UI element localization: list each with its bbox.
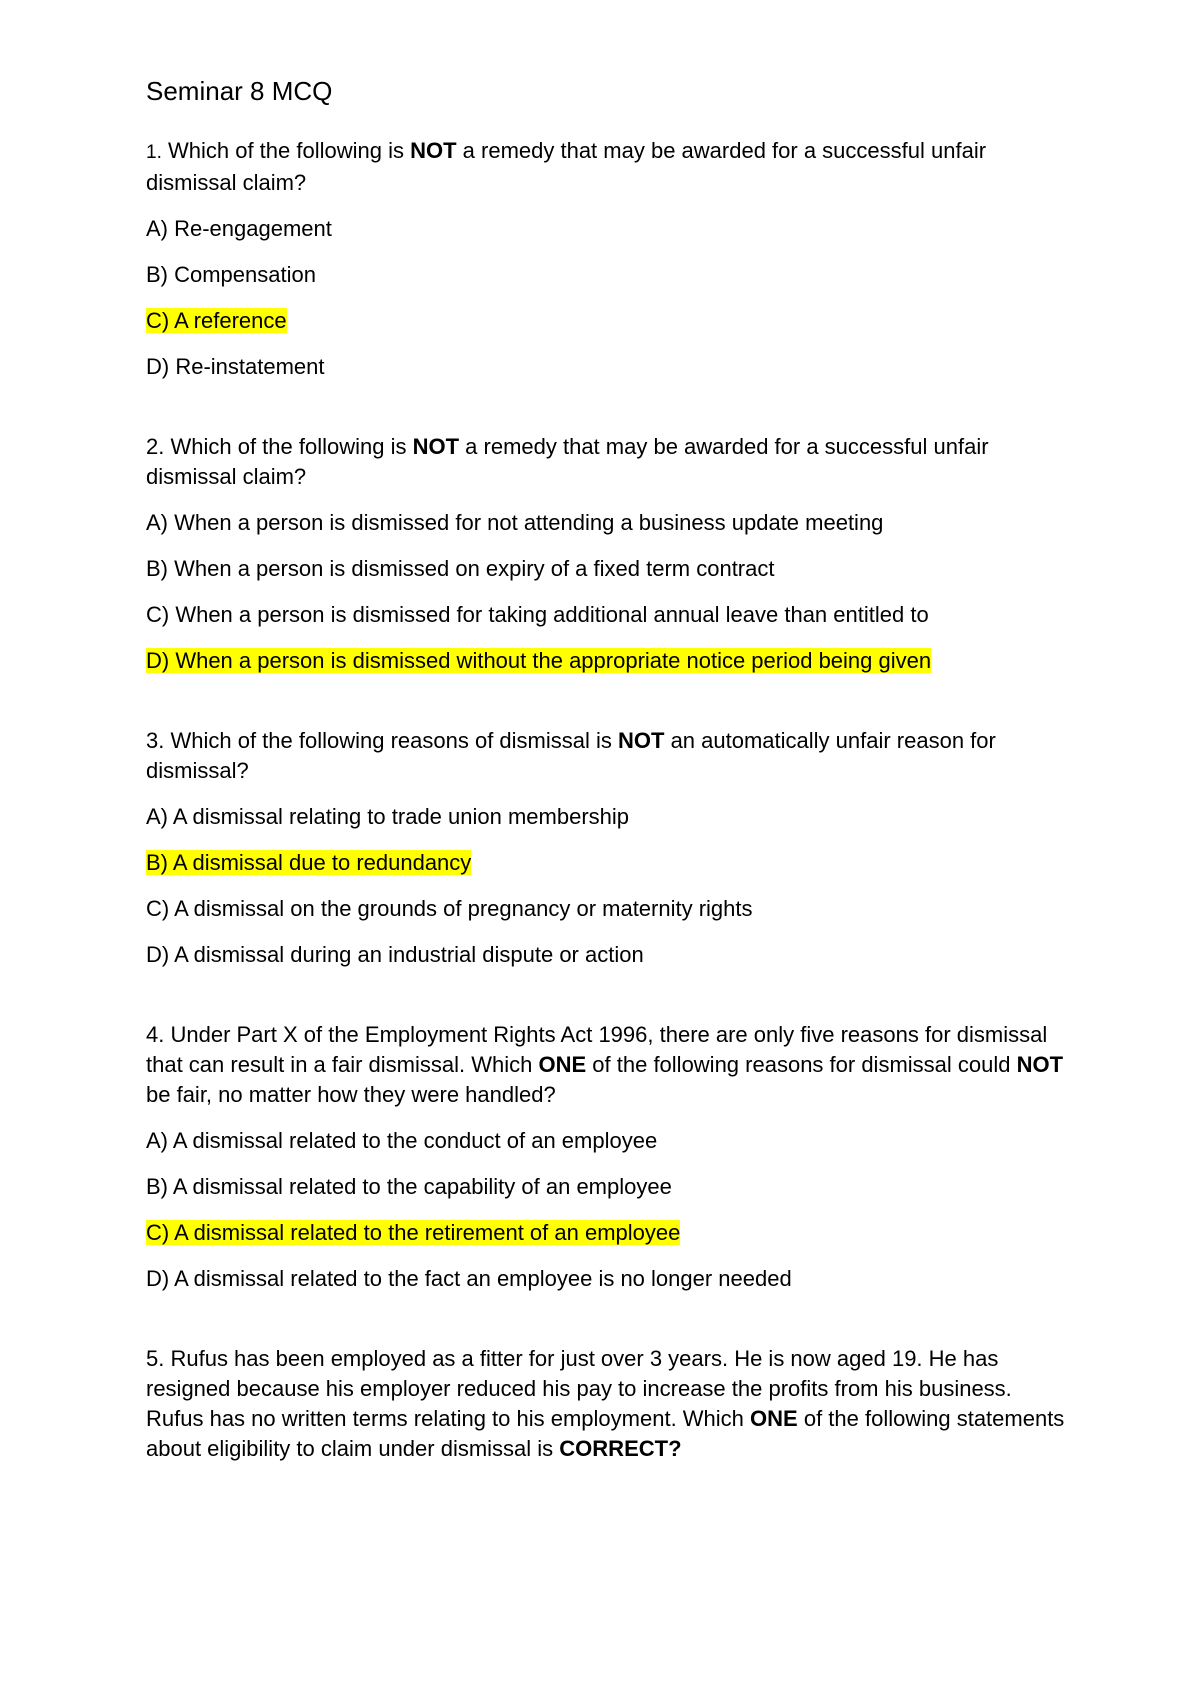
stem-text: Which of the following is — [161, 138, 411, 163]
stem-text: a remedy that may be awarded for a successful unfair dismissal claim? — [146, 434, 989, 489]
page-title: Seminar 8 MCQ — [146, 76, 333, 106]
option-a: A) Re-engagement — [146, 216, 332, 241]
stem-text: Under Part X of the Employment Rights Act 1996, there are only five reasons for dismissal that can result in a fair dismissal. Which — [146, 1022, 1048, 1077]
option-b: B) When a person is dismissed on expiry of a fixed term contract — [146, 556, 775, 581]
question-1 — [146, 136, 1066, 382]
option-b: B) Compensation — [146, 262, 316, 287]
question-number: 1. — [146, 142, 162, 163]
question-stem — [146, 1020, 1066, 1110]
question-number: 2. — [146, 434, 165, 459]
stem-emphasis: ONE — [538, 1052, 587, 1077]
question-5 — [146, 1344, 1066, 1464]
stem-text: of the following reasons for dismissal could — [586, 1052, 1017, 1077]
question-stem — [146, 432, 1066, 492]
stem-emphasis: NOT — [410, 138, 457, 163]
highlighted-answer: D) When a person is dismissed without the appropriate notice period being given — [146, 648, 932, 673]
option-a: A) A dismissal related to the conduct of an employee — [146, 1128, 658, 1153]
stem-text: Rufus has been employed as a fitter for just over 3 years. He is now aged 19. He has resigned because his employer reduced his pay to increase the profits from his business. Rufus has no written terms relating to his employment. Which — [146, 1346, 1012, 1431]
stem-emphasis: CORRECT? — [559, 1436, 682, 1461]
option-d: D) A dismissal during an industrial dispute or action — [146, 942, 644, 967]
question-2 — [146, 432, 1066, 676]
highlighted-answer: C) A dismissal related to the retirement of an employee — [146, 1220, 681, 1245]
highlighted-answer: B) A dismissal due to redundancy — [146, 850, 472, 875]
stem-text: be fair, no matter how they were handled? — [146, 1082, 556, 1107]
option-b: B) A dismissal related to the capability of an employee — [146, 1174, 672, 1199]
option-c-correct — [146, 1218, 1066, 1248]
stem-text: Which of the following reasons of dismissal is — [164, 728, 618, 753]
document-page — [146, 64, 1066, 1480]
question-stem — [146, 726, 1066, 786]
option-c: C) When a person is dismissed for taking additional annual leave than entitled to — [146, 602, 929, 627]
option-a: A) When a person is dismissed for not attending a business update meeting — [146, 510, 884, 535]
option-d-correct — [146, 646, 1066, 676]
stem-emphasis: ONE — [750, 1406, 798, 1431]
option-d: D) Re-instatement — [146, 354, 325, 379]
highlighted-answer: C) A reference — [146, 308, 287, 333]
stem-text: a remedy that may be awarded for a successful unfair dismissal claim? — [146, 138, 987, 195]
option-b-correct — [146, 848, 1066, 878]
question-3 — [146, 726, 1066, 970]
stem-emphasis: NOT — [412, 434, 460, 459]
question-number: 3. — [146, 728, 165, 753]
question-number: 4. — [146, 1022, 165, 1047]
option-d: D) A dismissal related to the fact an employee is no longer needed — [146, 1266, 792, 1291]
option-c: C) A dismissal on the grounds of pregnancy or maternity rights — [146, 896, 753, 921]
option-a: A) A dismissal relating to trade union membership — [146, 804, 630, 829]
stem-emphasis: NOT — [618, 728, 665, 753]
question-stem — [146, 1344, 1066, 1464]
question-number: 5. — [146, 1346, 165, 1371]
option-c-correct — [146, 306, 1066, 336]
stem-text: an automatically unfair reason for dismissal? — [146, 728, 996, 783]
stem-text: Which of the following is — [164, 434, 413, 459]
question-stem — [146, 136, 1066, 198]
stem-emphasis: NOT — [1016, 1052, 1064, 1077]
question-4 — [146, 1020, 1066, 1294]
stem-text: of the following statements about eligibility to claim under dismissal is — [146, 1406, 1065, 1461]
